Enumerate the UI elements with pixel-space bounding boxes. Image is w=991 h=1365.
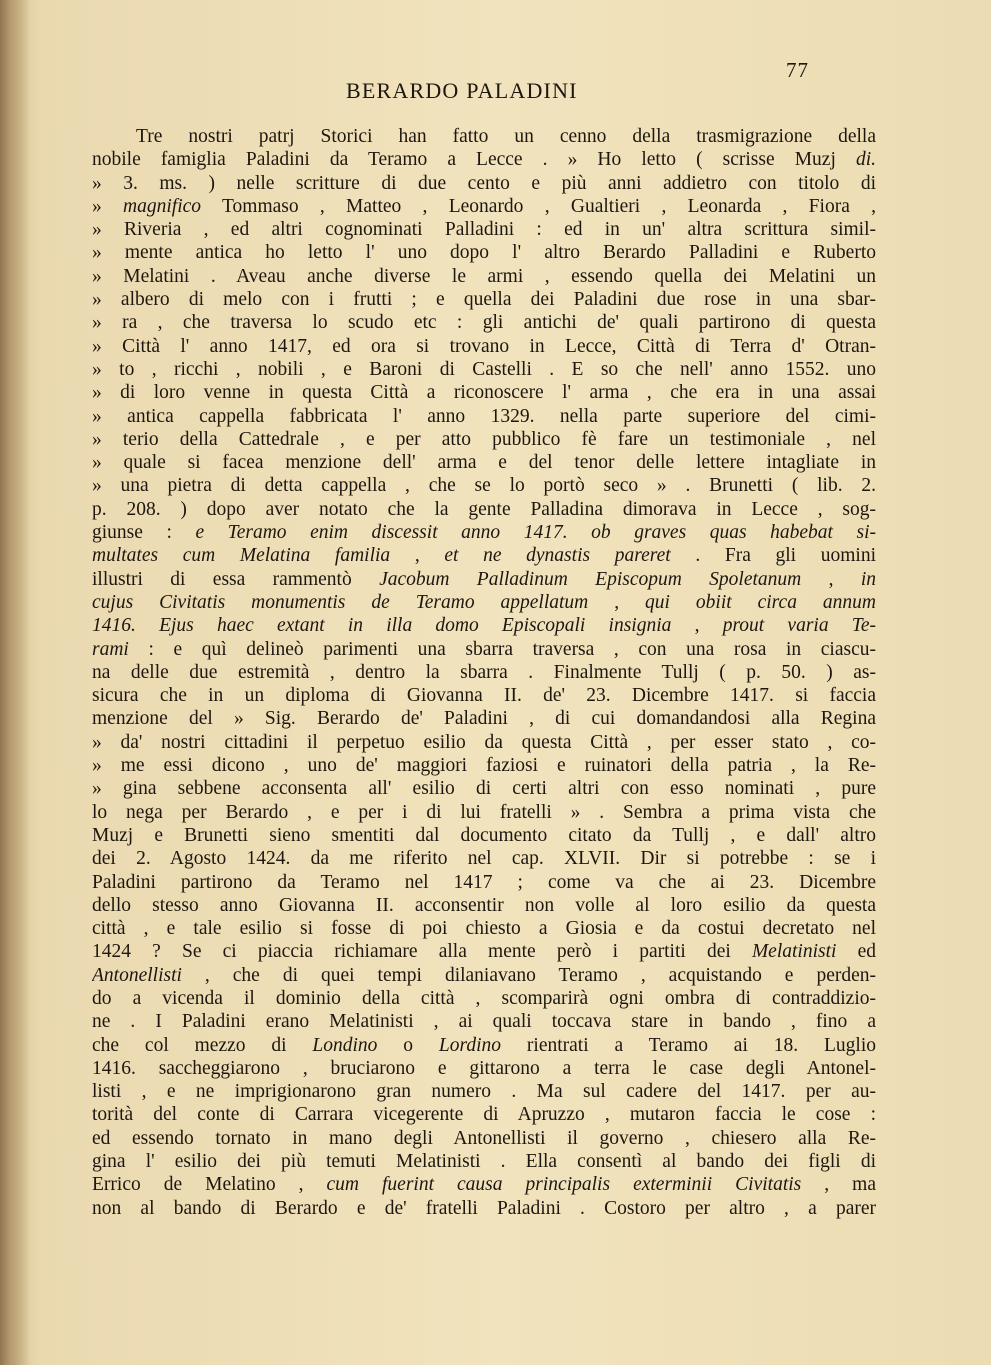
text-line xyxy=(92,684,876,707)
text-segment: non al bando di Berardo e de' fratelli Paladini . Costoro per altro , a parer xyxy=(92,1197,876,1219)
text-segment: 1424 ? Se ci piaccia richiamare alla mente però i partiti dei xyxy=(92,941,752,963)
text-line xyxy=(92,451,876,474)
italic-text-segment: in xyxy=(860,568,876,590)
text-segment: lo nega per Berardo , e per i di lui fratelli » . Sembra a prima vista che xyxy=(92,801,876,823)
italic-text-segment: cum fuerint causa principalis exterminii Civitatis xyxy=(326,1174,802,1196)
text-line xyxy=(92,777,876,800)
text-segment: 1416. saccheggiarono , bruciarono e gittarono a terra le case degli Antonel- xyxy=(92,1057,876,1079)
text-line xyxy=(92,265,876,288)
text-segment: » 3. ms. ) nelle scritture di due cento e più anni addietro con titolo di xyxy=(92,172,876,194)
text-segment: listi , e ne imprigionarono gran numero . Ma sul cadere del 1417. per au- xyxy=(92,1081,876,1103)
text-segment: , ma xyxy=(801,1174,876,1196)
text-line xyxy=(92,148,876,171)
text-line xyxy=(92,358,876,381)
text-line xyxy=(92,172,876,195)
text-segment: illustri di essa rammentò xyxy=(92,568,380,590)
text-line xyxy=(92,521,876,544)
text-segment: giunse : xyxy=(92,522,196,544)
text-line xyxy=(92,428,876,451)
italic-text-segment: Lordino xyxy=(438,1034,502,1056)
text-segment: » to , ricchi , nobili , e Baroni di Castelli . E so che nell' anno 1552. uno xyxy=(92,358,876,380)
text-segment: p. 208. ) dopo aver notato che la gente Palladina dimorava in Lecce , sog- xyxy=(92,498,876,520)
text-line xyxy=(92,1173,876,1196)
text-line xyxy=(92,474,876,497)
text-segment: ne . I Paladini erano Melatinisti , ai quali toccava stare in bando , fino a xyxy=(92,1011,876,1033)
text-line xyxy=(92,1057,876,1080)
text-segment: torità del conte di Carrara vicegerente di Apruzzo , mutaron faccia le cose : xyxy=(92,1104,876,1126)
text-segment: » Melatini . Aveau anche diverse le armi , essendo quella dei Melatini un xyxy=(92,265,876,287)
text-segment: Errico de Melatino , xyxy=(92,1174,327,1196)
text-segment: , xyxy=(588,591,646,613)
text-line xyxy=(92,1034,876,1057)
text-segment: rientrati a Teramo ai 18. Luglio xyxy=(501,1034,876,1056)
text-segment: » Città l' anno 1417, ed ora si trovano in Lecce, Città di Terra d' Otran- xyxy=(92,335,876,357)
text-segment: Paladini partirono da Teramo nel 1417 ; come va che ai 23. Dicembre xyxy=(92,871,876,893)
text-line xyxy=(92,544,876,567)
text-line xyxy=(92,824,876,847)
italic-text-segment: prout varia Te- xyxy=(722,615,876,637)
text-line xyxy=(92,195,876,218)
italic-text-segment: Londino xyxy=(312,1034,378,1056)
text-line xyxy=(92,1103,876,1126)
text-line xyxy=(92,917,876,940)
text-segment: dello stesso anno Giovanna II. acconsentir non volle al loro esilio da questa xyxy=(92,894,876,916)
text-segment: ed essendo tornato in mano degli Antonellisti il governo , chiesero alla Re- xyxy=(92,1127,876,1149)
running-head: BERARDO PALADINI xyxy=(346,78,578,103)
text-line xyxy=(92,1197,876,1220)
text-segment: , xyxy=(390,545,445,567)
text-line xyxy=(92,894,876,917)
text-line xyxy=(92,381,876,404)
text-segment: menzione del » Sig. Berardo de' Paladini , di cui domandandosi alla Regina xyxy=(92,708,876,730)
text-segment: : e quì delineò parimenti una sbarra traversa , con una rosa in ciascu- xyxy=(128,638,876,660)
text-line xyxy=(92,707,876,730)
text-segment: città , e tale esilio si fosse di poi chiesto a Giosia e da costui decretato nel xyxy=(92,918,876,940)
text-segment: » albero di melo con i frutti ; e quella dei Paladini due rose in una sbar- xyxy=(92,289,876,311)
text-line xyxy=(92,125,876,148)
text-segment: o xyxy=(377,1034,439,1056)
text-segment: . Fra gli uomini xyxy=(670,545,876,567)
text-segment: » mente antica ho letto l' uno dopo l' altro Berardo Palladini e Ruberto xyxy=(92,242,876,264)
text-segment: » gina sebbene acconsenta all' esilio di certi altri con esso nominati , pure xyxy=(92,778,876,800)
text-line xyxy=(92,1127,876,1150)
text-line xyxy=(92,847,876,870)
text-line xyxy=(92,241,876,264)
text-segment: » di loro venne in questa Città a riconoscere l' arma , che era in una assai xyxy=(92,382,876,404)
text-segment: » xyxy=(92,195,124,217)
text-segment: do a vicenda il dominio della città , scomparirà ogni ombra di contraddizio- xyxy=(92,987,876,1009)
text-segment: » da' nostri cittadini il perpetuo esilio da questa Città , per esser stato , co- xyxy=(92,731,876,753)
italic-text-segment: e Teramo enim discessit anno 1417. ob graves quas habebat si- xyxy=(195,522,876,544)
text-line xyxy=(92,568,876,591)
text-line xyxy=(92,1010,876,1033)
text-line xyxy=(92,940,876,963)
italic-text-segment: 1416. Ejus haec extant in illa domo Episcopali insignia xyxy=(92,615,672,637)
text-line xyxy=(92,731,876,754)
text-segment: , xyxy=(801,568,861,590)
italic-text-segment: Antonellisti xyxy=(92,964,182,986)
text-segment: dei 2. Agosto 1424. da me riferito nel cap. XLVII. Dir si potrebbe : se i xyxy=(92,848,876,870)
page-gutter-shadow xyxy=(0,0,30,1365)
italic-text-segment: multates cum Melatina familia xyxy=(92,545,391,567)
text-line xyxy=(92,335,876,358)
page-number: 77 xyxy=(786,58,809,82)
text-line xyxy=(92,288,876,311)
text-segment: » antica cappella fabbricata l' anno 1329. nella parte superiore del cimi- xyxy=(92,405,876,427)
italic-text-segment: qui obiit circa annum xyxy=(645,591,876,613)
text-segment: » una pietra di detta cappella , che se lo portò seco » . Brunetti ( lib. 2. xyxy=(92,475,876,497)
text-line xyxy=(92,661,876,684)
text-line xyxy=(92,498,876,521)
text-line xyxy=(92,871,876,894)
italic-text-segment: Jacobum Palladinum Episcopum Spoletanum xyxy=(379,568,802,590)
text-line xyxy=(92,405,876,428)
text-segment: Tommaso , Matteo , Leonardo , Gualtieri , Leonarda , Fiora , xyxy=(201,195,876,217)
text-line xyxy=(92,591,876,614)
text-segment: » ra , che traversa lo scudo etc : gli antichi de' quali partirono di questa xyxy=(92,312,876,334)
text-segment: » terio della Cattedrale , e per atto pubblico fè fare un testimoniale , nel xyxy=(92,428,876,450)
text-segment: » Riveria , ed altri cognominati Palladini : ed in un' altra scrittura simil- xyxy=(92,219,876,241)
italic-text-segment: magnifico xyxy=(123,195,202,217)
text-line xyxy=(92,1150,876,1173)
text-line xyxy=(92,638,876,661)
text-segment: » quale si facea menzione dell' arma e del tenor delle lettere intagliate in xyxy=(92,452,876,474)
text-line xyxy=(92,311,876,334)
italic-text-segment: et ne dynastis pareret xyxy=(444,545,671,567)
text-segment: che col mezzo di xyxy=(92,1034,313,1056)
text-segment: nobile famiglia Paladini da Teramo a Lecce . » Ho letto ( scrisse Muzj xyxy=(92,149,856,171)
text-line xyxy=(92,218,876,241)
italic-text-segment: cujus Civitatis monumentis de Teramo appellatum xyxy=(92,591,589,613)
text-segment: Muzj e Brunetti sieno smentiti dal documento citato da Tullj , e dall' altro xyxy=(92,824,876,846)
text-segment: gina l' esilio dei più temuti Melatinisti . Ella consentì al bando dei figli di xyxy=(92,1151,876,1173)
text-line xyxy=(92,987,876,1010)
text-line xyxy=(92,614,876,637)
italic-text-segment: rami xyxy=(92,638,129,660)
text-segment: na delle due estremità , dentro la sbarra . Finalmente Tullj ( p. 50. ) as- xyxy=(92,661,876,683)
text-segment: ed xyxy=(836,941,876,963)
text-line xyxy=(92,964,876,987)
text-segment: , xyxy=(671,615,723,637)
text-segment: , che di quei tempi dilaniavano Teramo , acquistando e perden- xyxy=(181,964,876,986)
text-segment: sicura che in un diploma di Giovanna II. de' 23. Dicembre 1417. si faccia xyxy=(92,685,876,707)
italic-text-segment: Melatinisti xyxy=(751,941,837,963)
text-line xyxy=(92,801,876,824)
text-segment: » me essi dicono , uno de' maggiori faziosi e ruinatori della patria , la Re- xyxy=(92,755,876,777)
italic-text-segment: di. xyxy=(855,149,876,171)
text-line xyxy=(92,754,876,777)
body-text xyxy=(92,125,876,1220)
text-line xyxy=(92,1080,876,1103)
text-segment: Tre nostri patrj Storici han fatto un cenno della trasmigrazione della xyxy=(136,126,876,147)
